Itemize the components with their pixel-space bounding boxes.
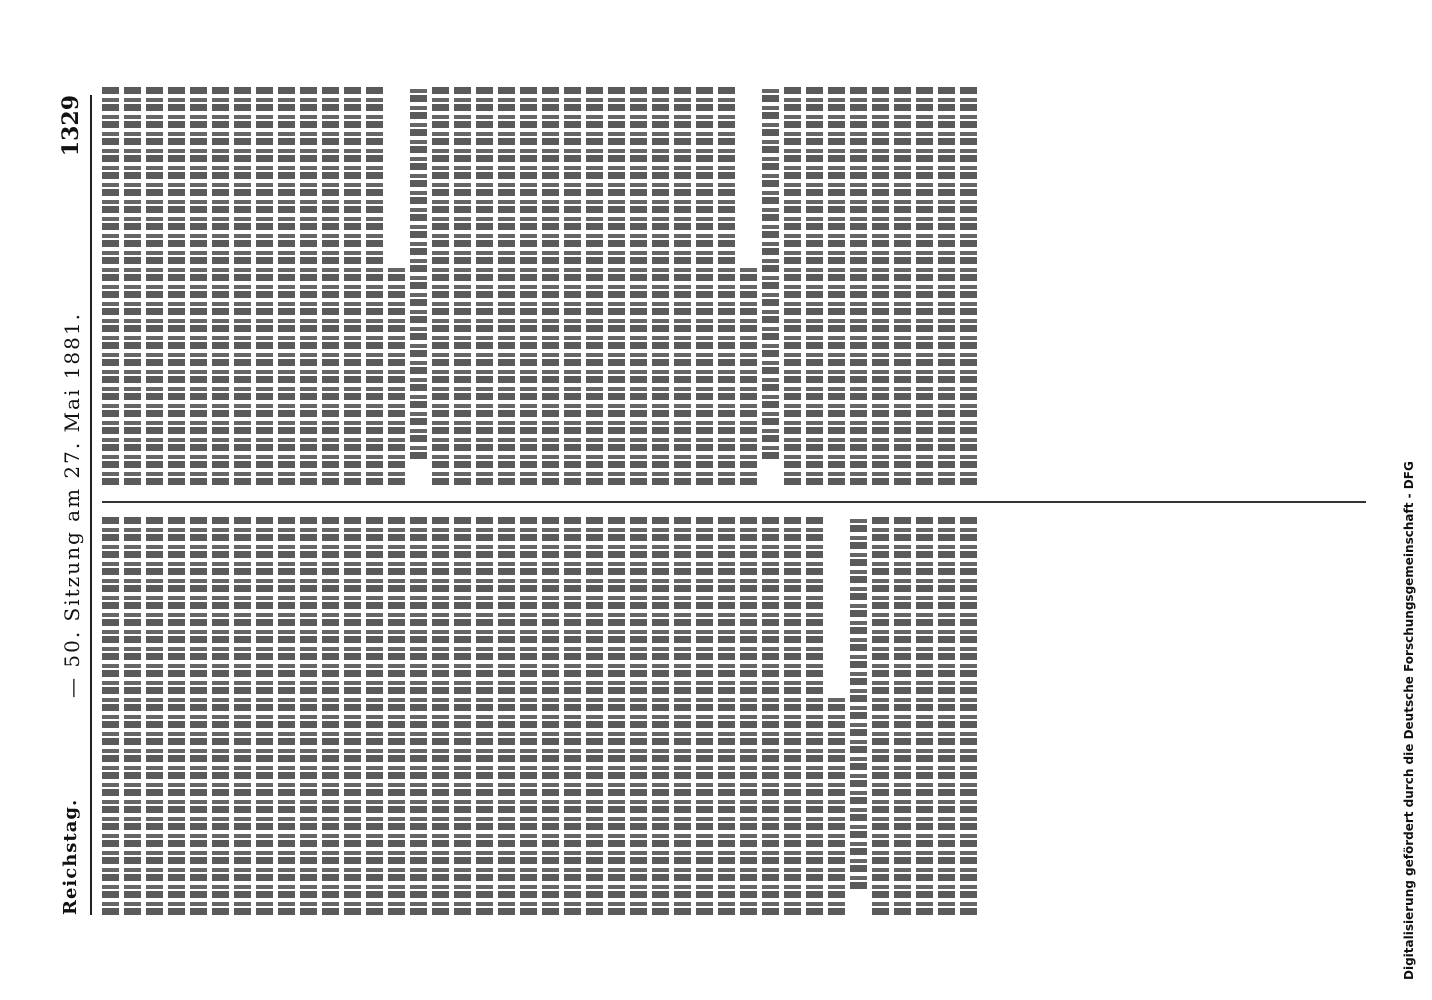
text-line: [740, 515, 757, 915]
text-line: [344, 515, 361, 915]
text-line: [894, 515, 911, 915]
text-line: [784, 85, 801, 485]
text-column-left: [102, 515, 1370, 915]
text-line: [234, 515, 251, 915]
text-line: [300, 85, 317, 485]
text-line: [850, 85, 867, 485]
text-line: [256, 85, 273, 485]
text-line: [454, 85, 471, 485]
text-line: [498, 515, 515, 915]
text-line: [652, 515, 669, 915]
text-line: [806, 515, 823, 915]
text-line: [740, 265, 757, 485]
text-line: [872, 515, 889, 915]
text-line: [564, 515, 581, 915]
text-line: [278, 515, 295, 915]
text-line: [234, 85, 251, 485]
text-line: [344, 85, 361, 485]
text-line: [872, 85, 889, 485]
text-line: [212, 515, 229, 915]
text-line: [916, 85, 933, 485]
text-line: [652, 85, 669, 485]
text-line: [960, 515, 977, 915]
running-head-session: — 50. Sitzung am 27. Mai 1881.: [60, 312, 84, 698]
text-line: [806, 85, 823, 485]
text-line: [784, 515, 801, 915]
text-line: [432, 515, 449, 915]
text-line: [146, 85, 163, 485]
digitization-note: Digitalisierung gefördert durch die Deutsche Forschungsgemeinschaft - DFG: [1402, 461, 1416, 980]
text-line: [718, 515, 735, 915]
text-line: [696, 515, 713, 915]
text-line: [828, 85, 845, 485]
text-line: [168, 515, 185, 915]
text-line: [300, 515, 317, 915]
text-line: [432, 85, 449, 485]
text-line: [190, 85, 207, 485]
text-column-right: [102, 85, 1370, 485]
text-line: [630, 85, 647, 485]
text-line: [542, 515, 559, 915]
document-page: [50, 55, 1380, 955]
text-line: [124, 515, 141, 915]
text-line: [630, 515, 647, 915]
text-line: [388, 515, 405, 915]
text-line: [520, 85, 537, 485]
text-line: [938, 515, 955, 915]
text-line: [850, 515, 867, 889]
text-line: [608, 85, 625, 485]
text-line: [564, 85, 581, 485]
text-line: [586, 85, 603, 485]
text-line: [454, 515, 471, 915]
text-line: [366, 515, 383, 915]
text-line: [586, 515, 603, 915]
text-line: [938, 85, 955, 485]
text-line: [102, 515, 119, 915]
text-line: [256, 515, 273, 915]
text-line: [476, 515, 493, 915]
text-line: [894, 85, 911, 485]
text-line: [212, 85, 229, 485]
text-line: [718, 85, 735, 485]
text-line: [916, 515, 933, 915]
column-divider: [102, 501, 1366, 503]
text-line: [322, 85, 339, 485]
text-line: [410, 515, 427, 915]
running-head-title: Reichstag.: [60, 798, 81, 915]
text-line: [520, 515, 537, 915]
text-line: [322, 515, 339, 915]
text-line: [674, 85, 691, 485]
text-line: [168, 85, 185, 485]
text-line: [278, 85, 295, 485]
text-line: [410, 85, 427, 459]
text-line: [674, 515, 691, 915]
text-line: [388, 265, 405, 485]
text-line: [476, 85, 493, 485]
text-line: [762, 515, 779, 915]
text-line: [146, 515, 163, 915]
page-number: 1329: [58, 95, 84, 157]
text-line: [542, 85, 559, 485]
text-line: [366, 85, 383, 485]
text-line: [762, 85, 779, 459]
text-line: [102, 85, 119, 485]
text-line: [190, 515, 207, 915]
text-line: [124, 85, 141, 485]
running-head: [56, 95, 92, 915]
text-line: [498, 85, 515, 485]
text-line: [696, 85, 713, 485]
text-line: [608, 515, 625, 915]
text-line: [960, 85, 977, 485]
text-line: [828, 695, 845, 915]
